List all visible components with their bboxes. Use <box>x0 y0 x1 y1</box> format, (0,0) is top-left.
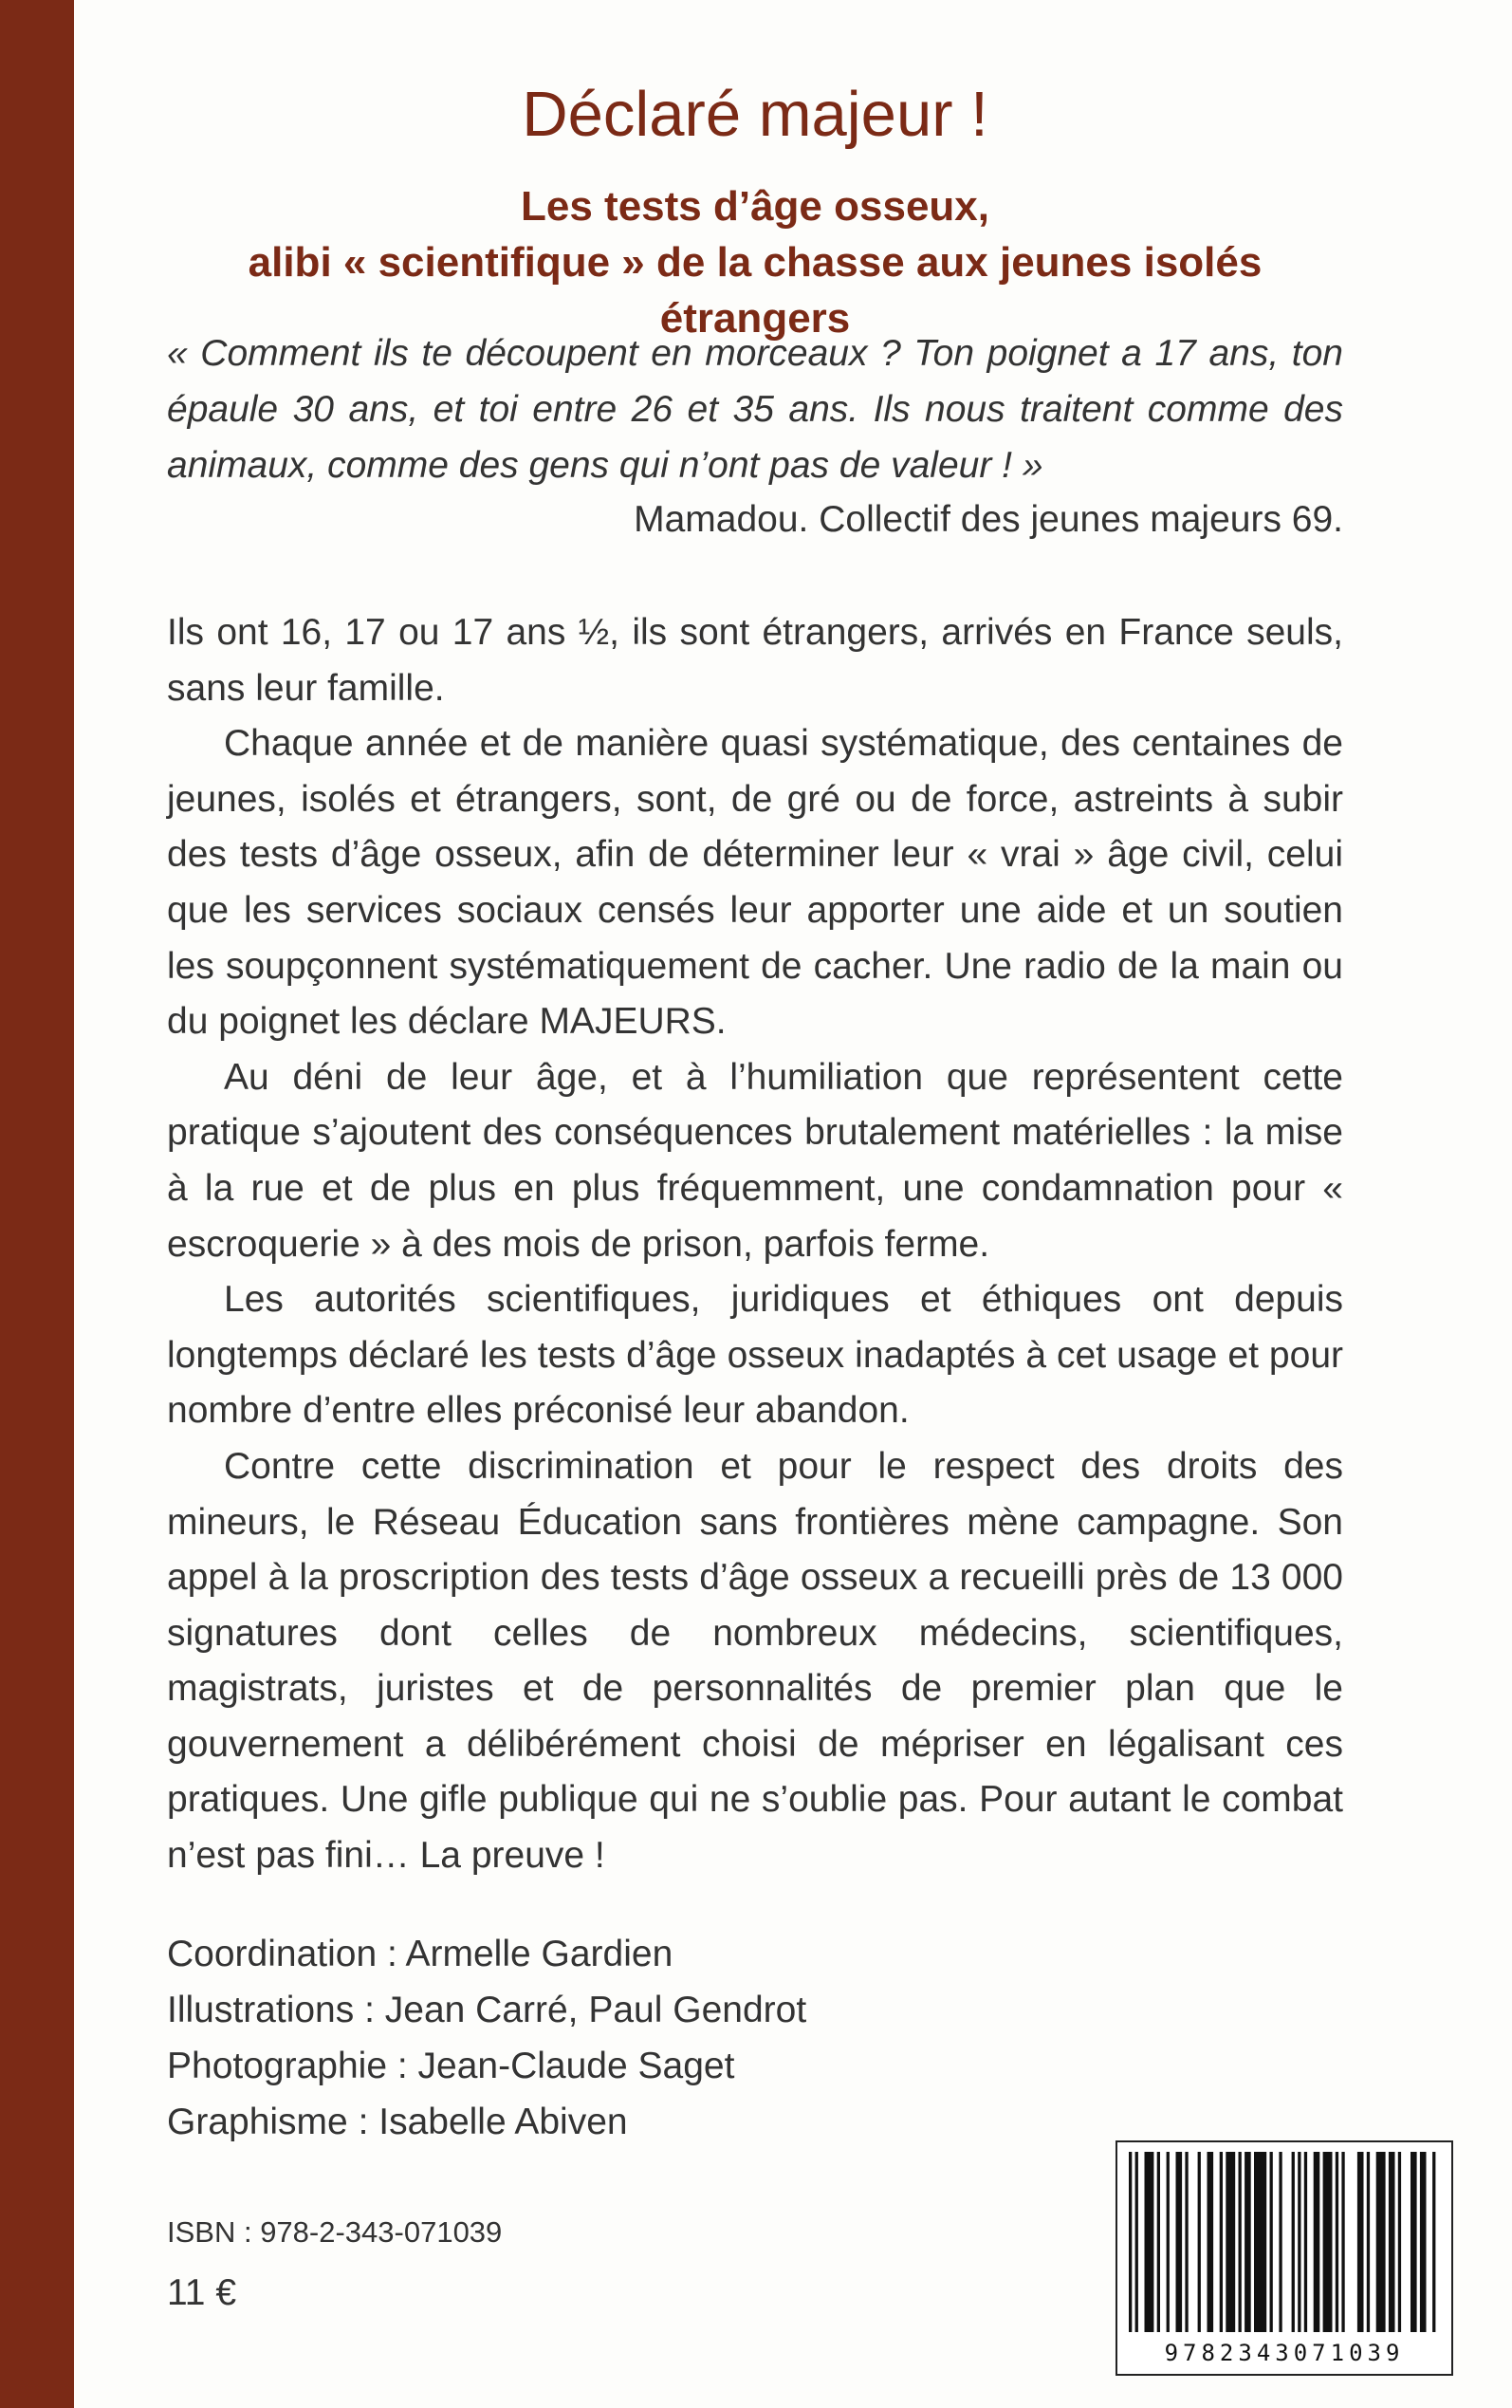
book-title: Déclaré majeur ! <box>522 79 988 150</box>
subtitle-line-2: alibi « scientifique » de la chasse aux jeunes isolés étrangers <box>248 239 1263 342</box>
barcode-bar <box>1270 2152 1273 2332</box>
epigraph-author: Mamadou. Collectif des jeunes majeurs 69. <box>634 499 1343 540</box>
blurb-paragraph-5: Contre cette discrimination et pour le respect des droits des mineurs, le Réseau Éducation sans frontières mène campagne. Son appel à la proscription des tests d’âge osseux a recueilli près de 13 000 signatures dont celles de nombreux médecins, scientifiques, magistrats, juristes et de personnalités de premier plan que le gouvernement a délibérément choisi de mépriser en légalisant ces pratiques. Une gifle publique qui ne s’oublie pas. Pour autant le combat n’est pas fini… La preuve ! <box>167 1445 1343 1877</box>
credit-photography: Photographie : Jean-Claude Saget <box>167 2046 735 2086</box>
barcode-bar <box>1341 2152 1344 2332</box>
blurb-body <box>167 605 1343 1884</box>
book-spine-band <box>0 0 74 2408</box>
barcode-bar <box>1336 2152 1338 2332</box>
barcode-bar <box>1389 2152 1395 2332</box>
credit-graphic-design: Graphisme : Isabelle Abiven <box>167 2102 628 2142</box>
barcode-bars-graphic <box>1125 2152 1444 2332</box>
barcode-bar <box>1357 2152 1364 2332</box>
barcode-bar <box>1298 2152 1300 2332</box>
subtitle-line-1: Les tests d’âge osseux, <box>521 183 989 230</box>
price-text: 11 € <box>167 2272 237 2313</box>
barcode-bar <box>1398 2152 1401 2332</box>
barcode-bar <box>1314 2152 1320 2332</box>
barcode-bar <box>1135 2152 1138 2332</box>
book-subtitle <box>167 178 1343 346</box>
barcode-bar <box>1292 2152 1295 2332</box>
barcode-bar <box>1376 2152 1386 2332</box>
isbn-text: ISBN : 978-2-343-071039 <box>167 2215 503 2249</box>
barcode-bar <box>1304 2152 1307 2332</box>
barcode-bar <box>1220 2152 1223 2332</box>
barcode-bar <box>1176 2152 1183 2332</box>
blurb-paragraph-2: Chaque année et de manière quasi systématique, des centaines de jeunes, isolés et étrangers, sont, de gré ou de force, astreints à subir des tests d’âge osseux, afin de déterminer leur « vrai » âge civil, celui que les services sociaux censés leur apporter une aide et un soutien les soupçonnent systématiquement de cacher. Une radio de la main ou du poignet les déclare MAJEURS. <box>167 723 1343 1043</box>
barcode <box>1116 2140 1453 2376</box>
barcode-bar <box>1323 2152 1333 2332</box>
barcode-bar <box>1254 2152 1266 2332</box>
barcode-bar <box>1129 2152 1132 2332</box>
barcode-bar <box>1185 2152 1188 2332</box>
barcode-bar <box>1279 2152 1282 2332</box>
barcode-bar <box>1432 2152 1435 2332</box>
credit-coordination: Coordination : Armelle Gardien <box>167 1934 673 1974</box>
barcode-bar <box>1198 2152 1201 2332</box>
barcode-bar <box>1226 2152 1235 2332</box>
epigraph-quote: « Comment ils te découpent en morceaux ? Ton poignet a 17 ans, ton épaule 30 ans, et toi entre 26 et 35 ans. Ils nous traitent comme des animaux, comme des gens qui n’ont pas de valeur ! » <box>167 333 1343 486</box>
blurb-paragraph-3: Au déni de leur âge, et à l’humiliation que représentent cette pratique s’ajoutent des conséquences brutalement matérielles : la mise à la rue et de plus en plus fréquemment, une condamnation pour « escroquerie » à des mois de prison, parfois ferme. <box>167 1056 1343 1265</box>
barcode-bar <box>1239 2152 1242 2332</box>
barcode-bar <box>1411 2152 1417 2332</box>
barcode-bar <box>1208 2152 1214 2332</box>
blurb-paragraph-1: Ils ont 16, 17 ou 17 ans ½, ils sont étrangers, arrivés en France seuls, sans leur famille. <box>167 612 1343 709</box>
credits-list <box>167 1926 1343 2150</box>
barcode-bar <box>1367 2152 1370 2332</box>
barcode-bar <box>1420 2152 1427 2332</box>
barcode-bar <box>1157 2152 1160 2332</box>
barcode-digits: 9782343071039 <box>1164 2340 1405 2366</box>
barcode-bar <box>1167 2152 1170 2332</box>
barcode-bar <box>1145 2152 1154 2332</box>
credit-illustrations: Illustrations : Jean Carré, Paul Gendrot <box>167 1990 807 2030</box>
barcode-bar <box>1245 2152 1251 2332</box>
blurb-paragraph-4: Les autorités scientifiques, juridiques et éthiques ont depuis longtemps déclaré les tests d’âge osseux inadaptés à cet usage et pour nombre d’entre elles préconisé leur abandon. <box>167 1279 1343 1432</box>
